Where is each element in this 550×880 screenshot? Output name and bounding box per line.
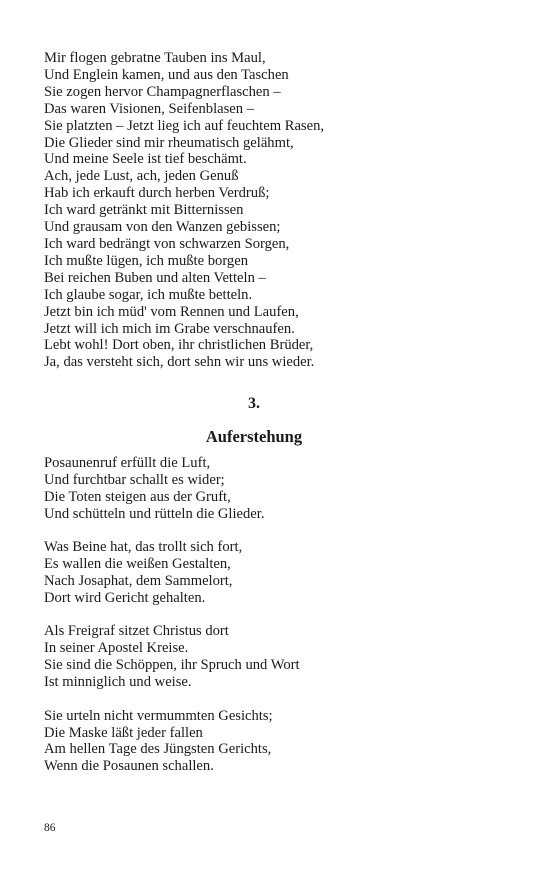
verse-line: Mir flogen gebratne Tauben ins Maul, — [44, 50, 266, 66]
stanza-2 — [44, 539, 464, 607]
verse-line: Und furchtbar schallt es wider; — [44, 472, 225, 489]
verse-line: Und schütteln und rütteln die Glieder. — [44, 505, 265, 522]
stanza-4 — [44, 708, 464, 776]
verse-line: Bei reichen Buben und alten Vetteln – — [44, 269, 266, 286]
verse-line: Posaunenruf erfüllt die Luft, — [44, 455, 211, 472]
verse-line: Als Freigraf sitzet Christus dort — [44, 623, 229, 640]
verse-line: Ach, jede Lust, ach, jeden Genuß — [44, 168, 239, 185]
verse-line: Sie platzten – Jetzt lieg ich auf feuchtem Rasen, — [44, 117, 325, 134]
verse-line: Und grausam von den Wanzen gebissen; — [44, 219, 281, 236]
page-body — [44, 50, 464, 775]
verse-line: Jetzt will ich mich im Grabe verschnaufen. — [44, 320, 295, 337]
verse-line: Sie sind die Schöppen, ihr Spruch und Wort — [44, 657, 300, 674]
verse-line: Wenn die Posaunen schallen. — [44, 758, 214, 775]
stanza-3 — [44, 623, 464, 691]
verse-line: Ich mußte lügen, ich mußte borgen — [44, 252, 248, 269]
verse-line: Und meine Seele ist tief beschämt. — [44, 151, 247, 168]
verse-line: Das waren Visionen, Seifenblasen – — [44, 100, 255, 117]
verse-line: Ja, das versteht sich, dort sehn wir uns wieder. — [44, 354, 315, 371]
stanza-1 — [44, 455, 464, 523]
verse-line: Nach Josaphat, dem Sammelort, — [44, 573, 233, 590]
verse-line: Ich ward getränkt mit Bitternissen — [44, 202, 244, 219]
page-number: 86 — [44, 822, 56, 834]
verse-line: Am hellen Tage des Jüngsten Gerichts, — [44, 741, 272, 758]
verse-line: Ich ward bedrängt von schwarzen Sorgen, — [44, 235, 290, 252]
verse-line: Sie urteln nicht vermummten Gesichts; — [44, 707, 273, 724]
verse-line: Ist minniglich und weise. — [44, 674, 192, 691]
verse-line: Hab ich erkauft durch herben Verdruß; — [44, 185, 270, 202]
verse-line: Lebt wohl! Dort oben, ihr christlichen Brüder, — [44, 337, 314, 354]
verse-line: Die Toten steigen aus der Gruft, — [44, 489, 231, 506]
section-title: Auferstehung — [205, 427, 303, 447]
verse-line: In seiner Apostel Kreise. — [44, 640, 189, 657]
verse-line: Und Englein kamen, und aus den Taschen — [44, 66, 289, 83]
verse-line: Die Glieder sind mir rheumatisch gelähmt, — [44, 134, 294, 151]
verse-line: Dort wird Gericht gehalten. — [44, 590, 206, 607]
verse-line: Ich glaube sogar, ich mußte betteln. — [44, 286, 253, 303]
poem-continuation — [44, 50, 464, 371]
verse-line: Sie zogen hervor Champagnerflaschen – — [44, 83, 281, 100]
verse-line: Jetzt bin ich müd' vom Rennen und Laufen, — [44, 303, 299, 320]
verse-line: Was Beine hat, das trollt sich fort, — [44, 539, 243, 556]
verse-line: Es wallen die weißen Gestalten, — [44, 556, 231, 573]
verse-line: Die Maske läßt jeder fallen — [44, 724, 203, 741]
section-number: 3. — [248, 395, 260, 413]
